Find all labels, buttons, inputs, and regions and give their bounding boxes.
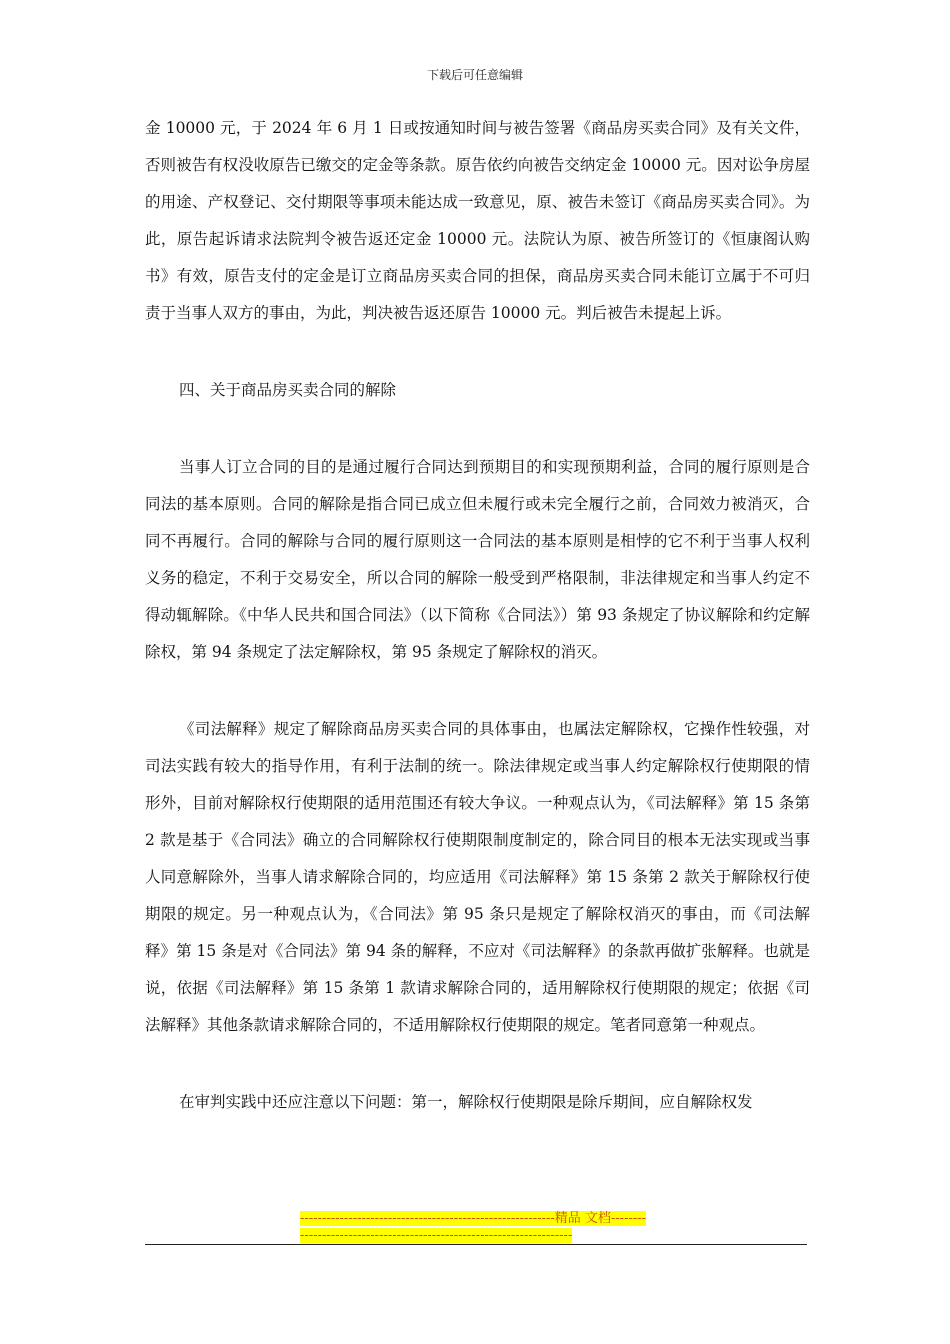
paragraph-judicial-interpretation: 《司法解释》规定了解除商品房买卖合同的具体事由，也属法定解除权，它操作性较强，对司法实践有较大的指导作用，有利于法制的统一。除法律规定或当事人约定解除权行使期限的情形外，目前对解除权行使期限的适用范围还有较大争议。一种观点认为，《司法解释》第 15 条第 2 款是基于《合同法》确立的合同解除权行使期限制度制定的，除合同目的根本无法实现或当事人同意解除外，当事人请求解除合同的，均应适用《司法解释》第 15 条第 2 款关于解除权行使期限的规定。另一种观点认为，《合同法》第 95 条只是规定了解除权消灭的事由，而《司法解释》第 15 条是对《合同法》第 94 条的解释，不应对《司法解释》的条款再做扩张解释。也就是说，依据《司法解释》第 15 条第 1 款请求解除合同的，适用解除权行使期限的规定；依据《司法解释》其他条款请求解除合同的，不适用解除权行使期限的规定。笔者同意第一种观点。 <box>145 720 810 1034</box>
paragraph-gap <box>145 1044 810 1084</box>
footer-watermark <box>300 1210 650 1244</box>
page-header: 下载后可任意编辑 <box>426 68 523 82</box>
paragraph-case-continuation: 金 10000 元，于 2024 年 6 月 1 日或按通知时间与被告签署《商品房买卖合同》及有关文件，否则被告有权没收原告已缴交的定金等条款。原告依约向被告交纳定金 10000 元。因对讼争房屋的用途、产权登记、交付期限等事项未能达成一致意见，原、被告未签订《商品房买卖合同》。为此，原告起诉请求法院判令被告返还定金 10000 元。法院认为原、被告所签订的《恒康阁认购书》有效，原告支付的定金是订立商品房买卖合同的担保，商品房买卖合同未能订立属于不可归责于当事人双方的事由，为此，判决被告返还原告 10000 元。判后被告未提起上诉。 <box>145 119 810 322</box>
paragraph-gap <box>145 332 810 372</box>
document-body <box>145 110 810 1121</box>
paragraph-gap <box>145 671 810 711</box>
section-heading: 四、关于商品房买卖合同的解除 <box>179 381 397 399</box>
paragraph-gap <box>145 409 810 449</box>
footer-divider <box>145 1244 807 1245</box>
footer-watermark-text: ----------------------------------------------------------精品 文档---------------------------------------------------------------------- <box>300 1211 647 1243</box>
paragraph-trial-practice: 在审判实践中还应注意以下问题：第一，解除权行使期限是除斥期间，应自解除权发 <box>179 1093 753 1111</box>
paragraph-contract-termination: 当事人订立合同的目的是通过履行合同达到预期目的和实现预期利益，合同的履行原则是合同法的基本原则。合同的解除是指合同已成立但未履行或未完全履行之前，合同效力被消灭，合同不再履行。合同的解除与合同的履行原则这一合同法的基本原则是相悖的它不利于当事人权利义务的稳定，不利于交易安全，所以合同的解除一般受到严格限制，非法律规定和当事人约定不得动辄解除。《中华人民共和国合同法》（以下简称《合同法》）第 93 条规定了协议解除和约定解除权，第 94 条规定了法定解除权，第 95 条规定了解除权的消灭。 <box>145 458 810 661</box>
